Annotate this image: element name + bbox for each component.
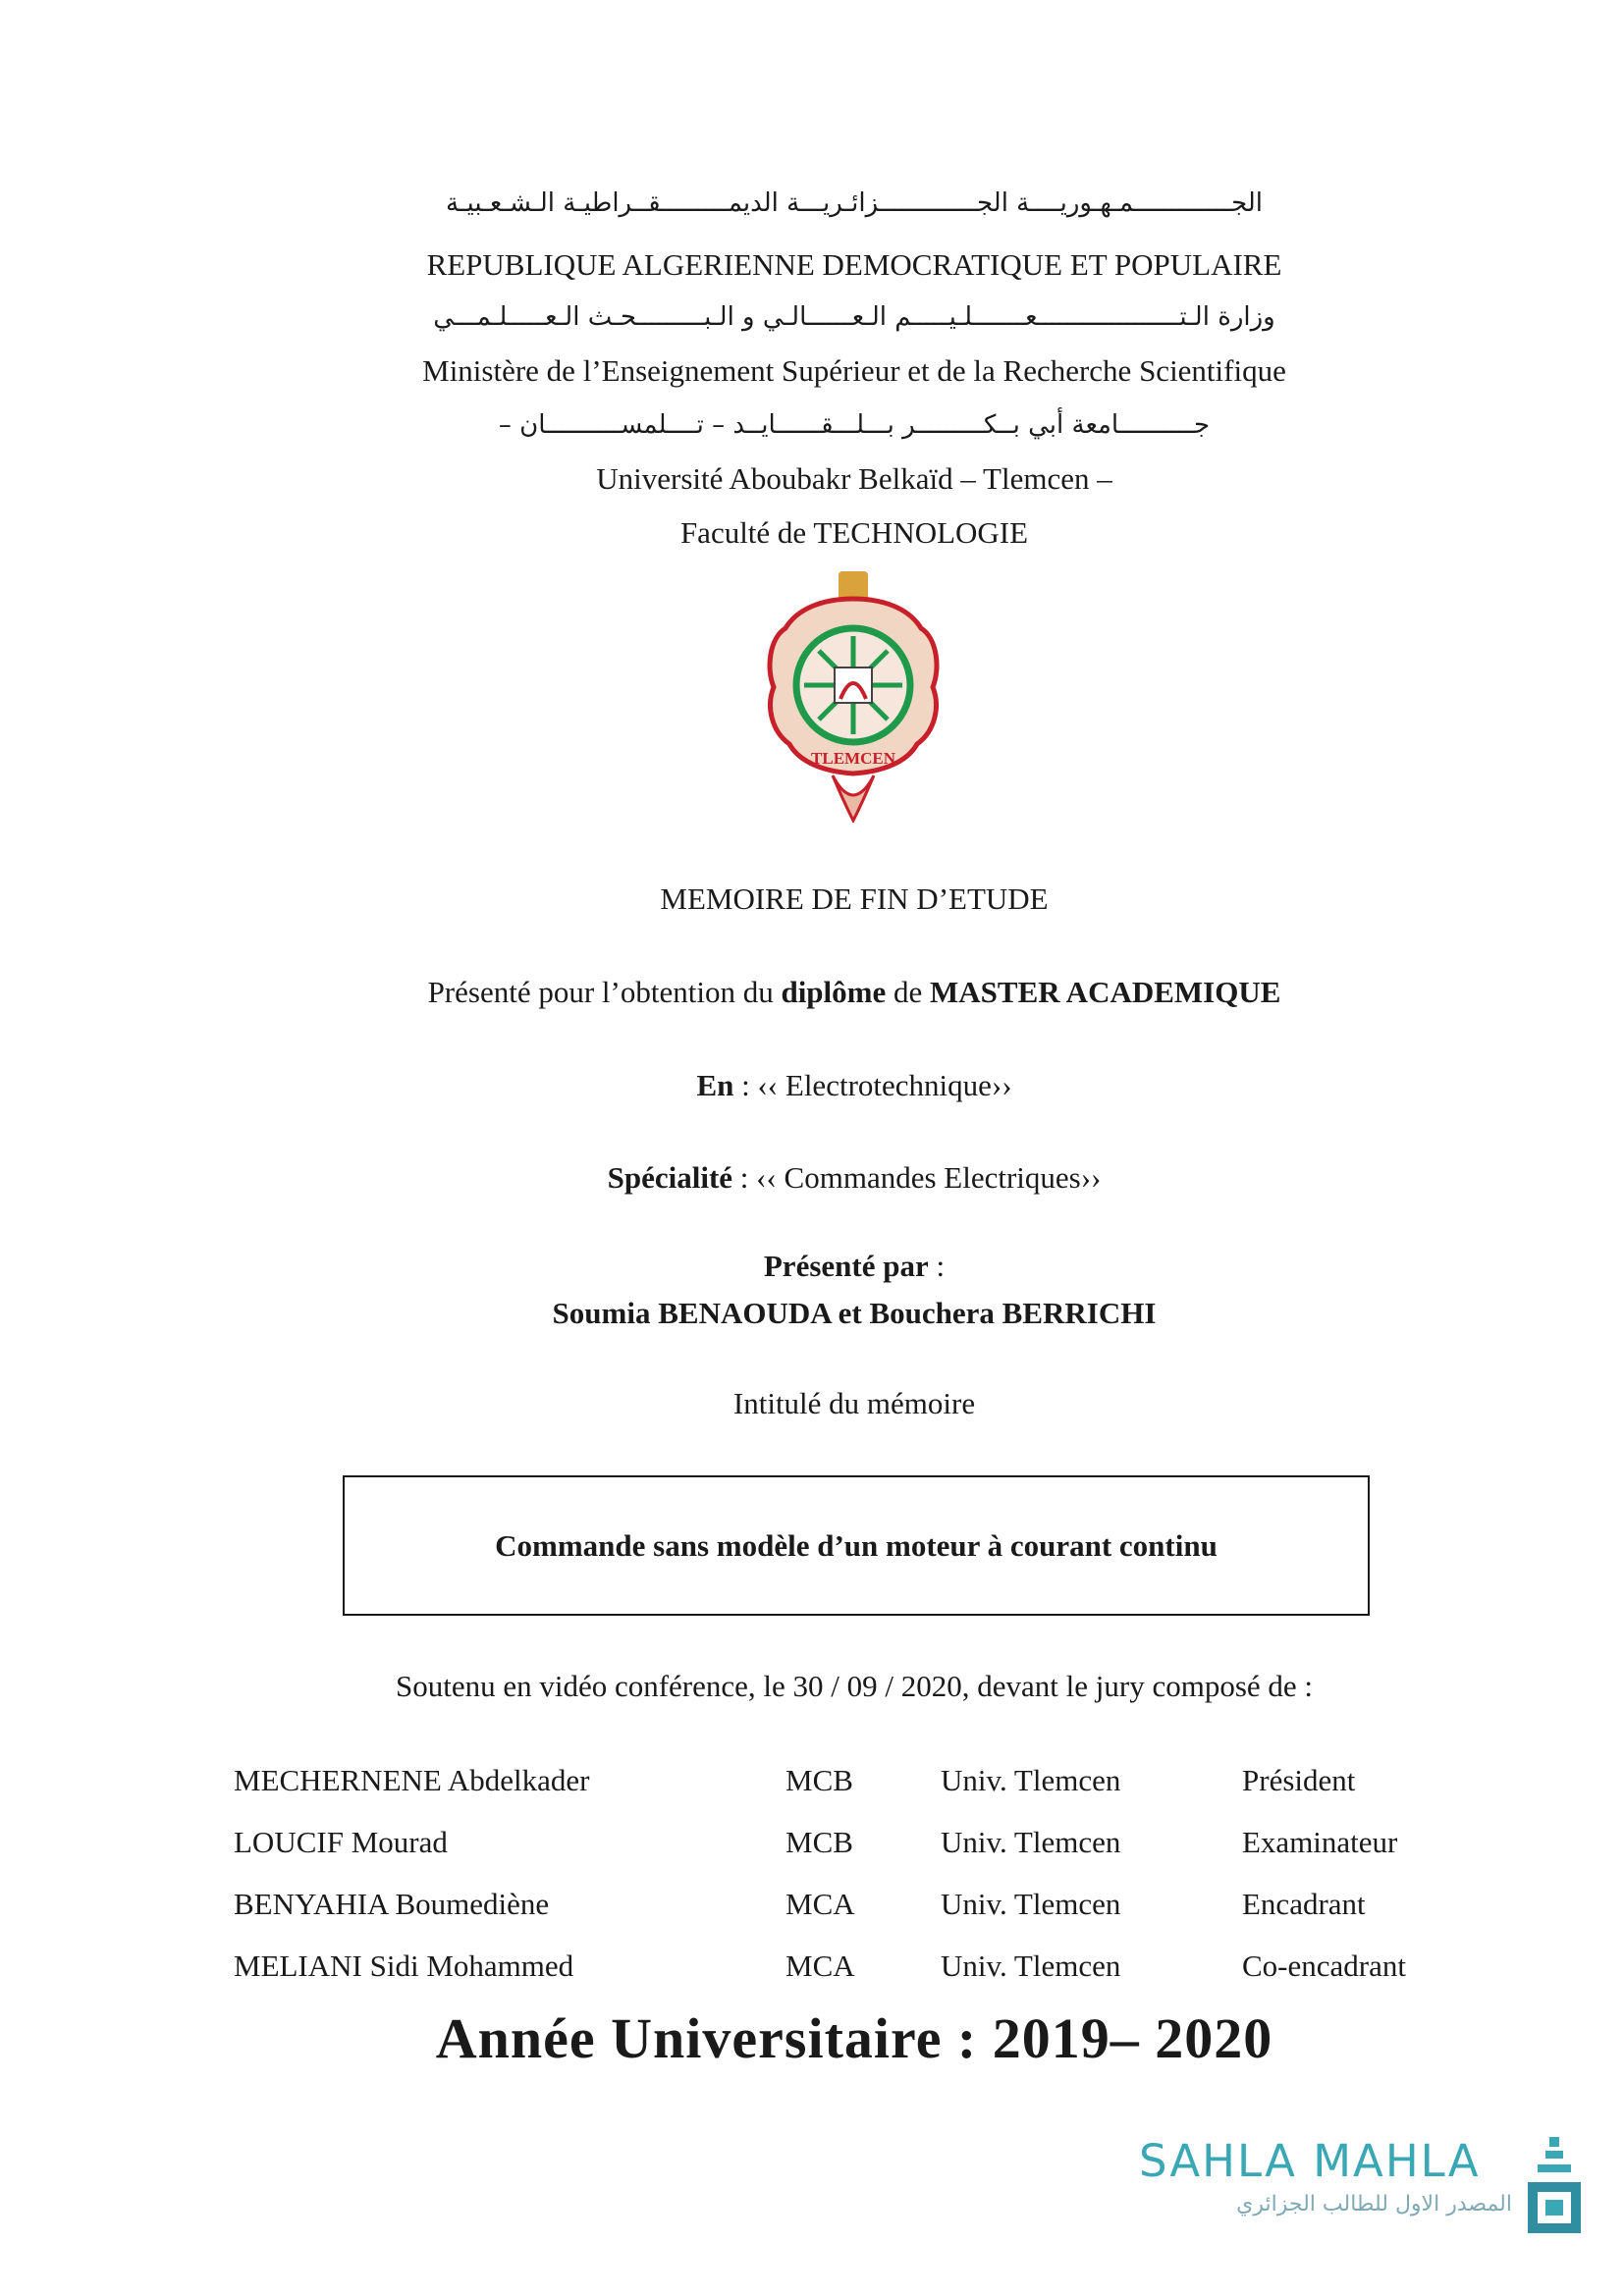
logo-tail — [833, 775, 874, 821]
title-label: Intitulé du mémoire — [732, 1386, 976, 1420]
republic-french: REPUBLIQUE ALGERIENNE DEMOCRATIQUE ET POPULAIRE — [426, 247, 1282, 282]
jury-university: Univ. Tlemcen — [941, 1825, 1121, 1859]
jury-grade: MCA — [785, 1949, 855, 1983]
field-line: En : ‹‹ Electrotechnique›› — [696, 1068, 1012, 1102]
jury-grade: MCB — [785, 1825, 853, 1859]
thesis-title-box — [343, 1475, 1370, 1616]
jury-grade: MCA — [785, 1887, 855, 1921]
ministry-arabic: وزارة الـتـــــــــــــــــــعـــــــلـيـــــم الـعــــــالـي و الـبـــــــــحـث الـعـــــلـمـــي — [433, 302, 1275, 332]
thesis-title: Commande sans modèle d’un moteur à courant continu — [495, 1527, 1218, 1563]
jury-row — [0, 1825, 1624, 1864]
jury-name: LOUCIF Mourad — [234, 1825, 448, 1859]
jury-role: Examinateur — [1242, 1825, 1398, 1859]
ministry-french: Ministère de l’Enseignement Supérieur et de la Recherche Scientifique — [422, 353, 1286, 388]
logo-text: TLEMCEN — [811, 749, 895, 768]
specialty-line: Spécialité : ‹‹ Commandes Electriques›› — [607, 1160, 1102, 1195]
jury-row — [0, 1887, 1624, 1926]
faculty-name: Faculté de TECHNOLOGIE — [679, 515, 1029, 550]
jury-university: Univ. Tlemcen — [941, 1949, 1121, 1983]
jury-role: Co-encadrant — [1242, 1949, 1406, 1983]
jury-grade: MCB — [785, 1763, 853, 1797]
authors: Soumia BENAOUDA et Bouchera BERRICHI — [552, 1296, 1157, 1330]
presented-by-label: Présenté par : — [763, 1249, 946, 1283]
university-french: Université Aboubakr Belkaïd – Tlemcen – — [596, 461, 1112, 496]
republic-arabic: الجـــــــــــــمـهـوريــــة الجـــــــــــــزائـريـــة الديمـــــــــقــراطيـة الـشـعـبيـة — [445, 188, 1264, 218]
jury-row — [0, 1949, 1624, 1988]
jury-name: BENYAHIA Boumediène — [234, 1887, 550, 1921]
jury-name: MECHERNENE Abdelkader — [234, 1763, 590, 1797]
degree-line: Présenté pour l’obtention du diplôme de MASTER ACADEMIQUE — [427, 975, 1281, 1009]
university-arabic: جــــــــــامعة أبي بــكـــــــــر بـــلـــقــــــايــد – تــــلمســــــــــان – — [498, 410, 1211, 440]
jury-role: Président — [1242, 1763, 1356, 1797]
jury-university: Univ. Tlemcen — [941, 1763, 1121, 1797]
jury-role: Encadrant — [1242, 1887, 1366, 1921]
document-type: MEMOIRE DE FIN D’ETUDE — [660, 881, 1049, 916]
jury-row — [0, 1763, 1624, 1802]
watermark-logo-icon — [1520, 2135, 1589, 2243]
university-logo — [764, 569, 943, 823]
watermark-title: SAHLA MAHLA — [1139, 2135, 1481, 2187]
jury-university: Univ. Tlemcen — [941, 1887, 1121, 1921]
watermark-subtitle: المصدر الاول للطالب الجزائري — [1236, 2192, 1512, 2216]
academic-year: Année Universitaire : 2019– 2020 — [435, 2006, 1273, 2070]
sahla-mahla-watermark — [1139, 2135, 1591, 2243]
defense-statement: Soutenu en vidéo conférence, le 30 / 09 / 2020, devant le jury composé de : — [395, 1669, 1314, 1703]
jury-name: MELIANI Sidi Mohammed — [234, 1949, 574, 1983]
